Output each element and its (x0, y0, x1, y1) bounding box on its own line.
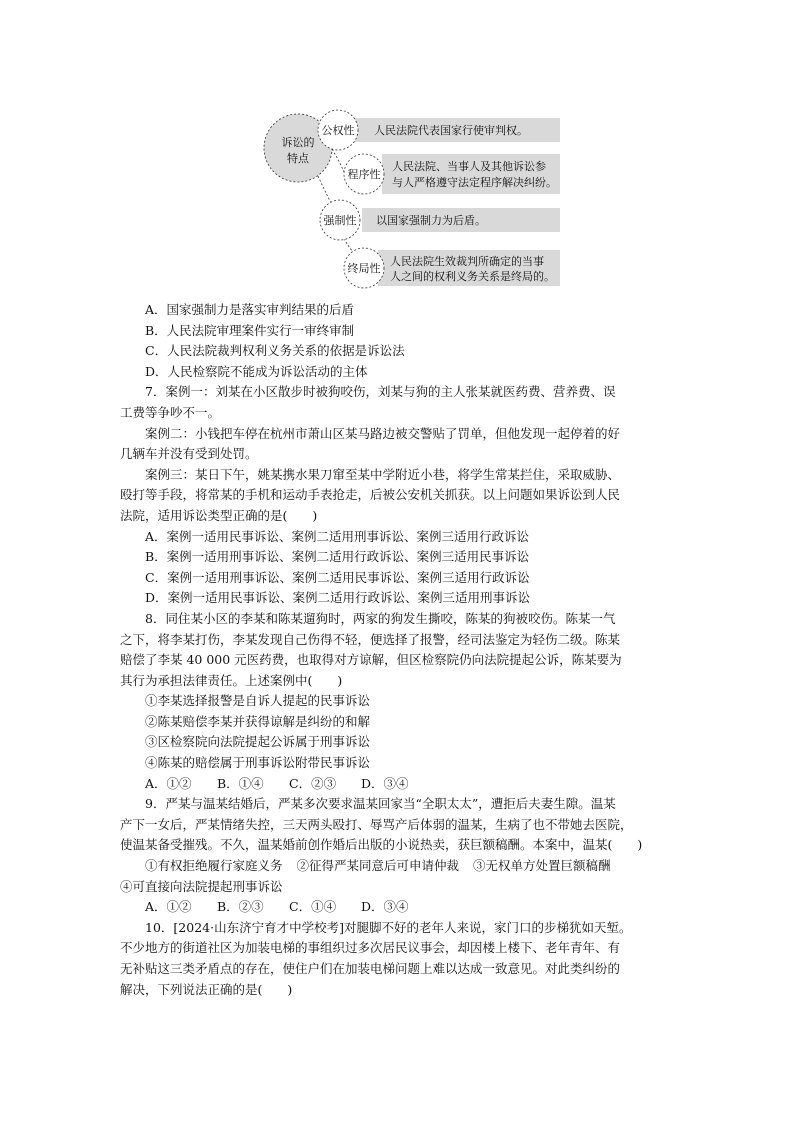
statement-item: ②征得严某同意后可申请仲裁 (296, 858, 460, 874)
option: B．案例一适用刑事诉讼、案例二适用行政诉讼、案例三适用民事诉讼 (145, 549, 530, 565)
question-text: 其行为承担法律责任。上述案例中( ) (120, 672, 343, 688)
question-text: 产下一女后，严某情绪失控，三天两头殴打、辱骂产后体弱的温某，生病了也不带她去医院， (120, 816, 633, 832)
question-9 (120, 794, 680, 918)
desc-text: 与人严格遵守法定程序解决纠纷。 (392, 176, 557, 189)
desc-box-3 (362, 208, 560, 232)
litigation-features-diagram (258, 108, 568, 290)
option: A．案例一适用民事诉讼、案例二适用刑事诉讼、案例三适用行政诉讼 (145, 528, 530, 544)
option: A．①② (145, 899, 192, 915)
question-text: 案例二：小钱把车停在杭州市萧山区某马路边被交警贴了罚单，但他发现一起停着的好 (145, 425, 621, 441)
option: C．人民法院裁判权利义务关系的依据是诉讼法 (145, 343, 405, 359)
option: C．案例一适用刑事诉讼、案例二适用民事诉讼、案例三适用行政诉讼 (145, 569, 530, 585)
question-text: 案例三：某日下午，姚某携水果刀窜至某中学附近小巷，将学生常某拦住，采取威胁、 (145, 466, 621, 482)
option: D．③④ (361, 775, 409, 791)
statement-item: ③无权单方处置巨额稿酬 (473, 858, 611, 874)
branch-label: 程序性 (347, 168, 381, 181)
question-text: 使温某备受摧残。不久，温某婚前创作婚后出版的小说热卖，获巨额稿酬。本案中，温某( ) (120, 837, 643, 853)
statement-item: ①有权拒绝履行家庭义务 (145, 858, 283, 874)
option: B．人民法院审理案件实行一审终审制 (145, 322, 355, 338)
question-text: 8．同住某小区的李某和陈某遛狗时，两家的狗发生撕咬，陈某的狗被咬伤。陈某一气 (145, 610, 616, 626)
question-text: 殴打等手段，将常某的手机和运动手表抢走，后被公安机关抓获。以上问题如果诉讼到人民 (120, 487, 621, 503)
option: B．①④ (217, 775, 264, 791)
question-text: 9．严某与温某结婚后，严某多次要求温某回家当“全职太太”，遭拒后夫妻生隙。温某 (145, 796, 616, 812)
question-text: 不少地方的街道社区为加装电梯的事组织过多次居民议事会，却因楼上楼下、老年青年、有 (120, 940, 621, 956)
branch-node-3 (320, 200, 360, 240)
statement-items (120, 856, 680, 877)
option: B．②③ (217, 899, 264, 915)
center-label-1: 诉讼的 (281, 136, 315, 149)
question-text: 之下，将李某打伤，李某发现自己伤得不轻，便选择了报警，经司法鉴定为轻伤二级。陈某 (120, 631, 621, 647)
question-7 (120, 382, 680, 609)
statement-item: ①李某选择报警是自诉人提起的民事诉讼 (145, 693, 371, 709)
desc-box-4 (378, 250, 560, 286)
option: D．案例一适用民事诉讼、案例二适用行政诉讼、案例三适用刑事诉讼 (145, 590, 531, 606)
answer-options (120, 774, 680, 795)
branch-node-4 (344, 248, 384, 288)
q6-options (120, 300, 680, 382)
statement-item: ②陈某赔偿李某并获得谅解是纠纷的和解 (145, 713, 371, 729)
option: A．①② (145, 775, 192, 791)
option: C．①④ (289, 899, 337, 915)
answer-options (120, 897, 680, 918)
question-text: 解决，下列说法正确的是( ) (120, 981, 293, 997)
desc-text: 以国家强制力为后盾。 (376, 214, 486, 227)
question-text: 7．案例一：刘某在小区散步时被狗咬伤，刘某与狗的主人张某就医药费、营养费、误 (145, 384, 616, 400)
desc-text: 人民法院、当事人及其他诉讼参 (392, 160, 546, 173)
branch-node-2 (344, 154, 384, 194)
statement-item: ④可直接向法院提起刑事诉讼 (120, 878, 283, 894)
question-8 (120, 609, 680, 794)
question-text: 赔偿了李某 40 000 元医药费，也取得对方谅解，但区检察院仍向法院提起公诉，陈某要为 (120, 652, 622, 668)
question-text: 工费等争吵不一。 (120, 404, 221, 420)
desc-text: 人之间的权利义务关系是终局的。 (390, 270, 555, 283)
option: A．国家强制力是落实审判结果的后盾 (145, 302, 355, 317)
question-text: 10．[2024·山东济宁育才中学校考]对腿脚不好的老年人来说，家门口的步梯犹如天堑。 (145, 919, 632, 935)
question-text: 无补贴这三类矛盾点的存在，使住户们在加装电梯问题上难以达成一致意见。对此类纠纷的 (120, 961, 621, 976)
question-content (120, 300, 680, 1000)
option: C．②③ (289, 775, 337, 791)
statement-item: ③区检察院向法院提起公诉属于刑事诉讼 (145, 734, 371, 750)
desc-box-2 (382, 154, 560, 194)
branch-label: 强制性 (323, 214, 357, 227)
option: D．③④ (361, 899, 409, 915)
question-text: 几辆车并没有受到处罚。 (120, 446, 258, 462)
branch-node-1 (318, 110, 358, 150)
option: D．人民检察院不能成为诉讼活动的主体 (145, 363, 368, 379)
question-10 (120, 918, 680, 1000)
branch-label: 公权性 (321, 124, 355, 137)
desc-text: 人民法院代表国家行使审判权。 (374, 124, 528, 137)
desc-box-1 (346, 118, 560, 142)
statement-item: ④陈某的赔偿属于刑事诉讼附带民事诉讼 (145, 755, 371, 771)
desc-text: 人民法院生效裁判所确定的当事 (390, 255, 544, 268)
question-text: 法院，适用诉讼类型正确的是( ) (120, 507, 318, 523)
branch-label: 终局性 (347, 262, 381, 275)
center-label-2: 特点 (287, 152, 309, 165)
